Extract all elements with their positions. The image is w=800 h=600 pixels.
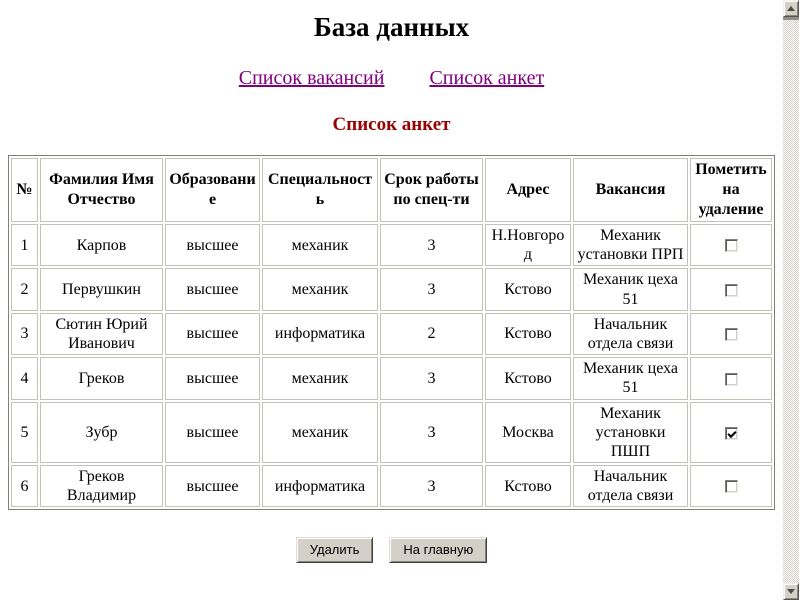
cell-vacancy: Начальник отдела связи (573, 465, 688, 507)
section-title: Список анкет (332, 114, 451, 135)
header-specialty: Специальность (262, 158, 378, 222)
cell-education: высшее (165, 402, 260, 464)
mark-for-deletion-checkbox[interactable] (725, 427, 738, 440)
cell-name: Сютин Юрий Иванович (40, 313, 163, 355)
cell-education: высшее (165, 465, 260, 507)
cell-name: Первушкин (40, 268, 163, 310)
scroll-up-icon (787, 6, 795, 11)
cell-number: 6 (11, 465, 38, 507)
cell-mark (690, 268, 772, 310)
header-experience: Срок работы по спец-ти (380, 158, 483, 222)
delete-button[interactable]: Удалить (296, 537, 374, 563)
header-mark-delete: Пометить на удаление (690, 158, 772, 222)
mark-for-deletion-checkbox[interactable] (725, 328, 738, 341)
header-vacancy: Вакансия (573, 158, 688, 222)
cell-specialty: механик (262, 402, 378, 464)
cell-number: 4 (11, 357, 38, 399)
cell-education: высшее (165, 224, 260, 266)
cell-address: Москва (485, 402, 571, 464)
table-row (11, 357, 772, 399)
cell-experience: 2 (380, 313, 483, 355)
cell-number: 5 (11, 402, 38, 464)
cell-vacancy: Механик установки ПШП (573, 402, 688, 464)
scrollbar-track[interactable] (783, 20, 799, 583)
header-address: Адрес (485, 158, 571, 222)
table-header-row (11, 158, 772, 222)
mark-for-deletion-checkbox[interactable] (725, 480, 738, 493)
action-buttons (0, 537, 783, 563)
cell-experience: 3 (380, 465, 483, 507)
cell-number: 1 (11, 224, 38, 266)
cell-address: Н.Новгород (485, 224, 571, 266)
cell-specialty: механик (262, 224, 378, 266)
page-title: База данных (313, 12, 470, 42)
cell-vacancy: Начальник отдела связи (573, 313, 688, 355)
scroll-up-button[interactable] (783, 0, 799, 17)
table-row (11, 313, 772, 355)
cell-address: Кстово (485, 313, 571, 355)
cell-specialty: информатика (262, 465, 378, 507)
table-row (11, 465, 772, 507)
cell-name: Греков (40, 357, 163, 399)
cell-number: 3 (11, 313, 38, 355)
cell-number: 2 (11, 268, 38, 310)
cell-mark (690, 224, 772, 266)
vertical-scrollbar[interactable] (783, 0, 799, 600)
cell-address: Кстово (485, 268, 571, 310)
header-name: Фамилия Имя Отчество (40, 158, 163, 222)
cell-mark (690, 402, 772, 464)
scroll-down-icon (787, 589, 795, 594)
cell-name: Карпов (40, 224, 163, 266)
cell-education: высшее (165, 357, 260, 399)
cell-experience: 3 (380, 268, 483, 310)
cell-address: Кстово (485, 357, 571, 399)
cell-mark (690, 313, 772, 355)
profiles-table (8, 155, 775, 510)
cell-name: Греков Владимир (40, 465, 163, 507)
cell-experience: 3 (380, 224, 483, 266)
cell-mark (690, 357, 772, 399)
table-row (11, 268, 772, 310)
cell-name: Зубр (40, 402, 163, 464)
cell-mark (690, 465, 772, 507)
page-content (0, 12, 783, 563)
cell-address: Кстово (485, 465, 571, 507)
mark-for-deletion-checkbox[interactable] (725, 239, 738, 252)
cell-specialty: механик (262, 357, 378, 399)
cell-specialty: механик (262, 268, 378, 310)
cell-vacancy: Механик цеха 51 (573, 357, 688, 399)
table-row (11, 224, 772, 266)
scroll-down-button[interactable] (783, 583, 799, 600)
link-vacancies-list[interactable]: Список вакансий (238, 67, 385, 89)
cell-vacancy: Механик установки ПРП (573, 224, 688, 266)
cell-vacancy: Механик цеха 51 (573, 268, 688, 310)
header-education: Образование (165, 158, 260, 222)
cell-education: высшее (165, 268, 260, 310)
home-button[interactable]: На главную (389, 537, 487, 563)
cell-education: высшее (165, 313, 260, 355)
header-number: № (11, 158, 38, 222)
table-row (11, 402, 772, 464)
mark-for-deletion-checkbox[interactable] (725, 373, 738, 386)
mark-for-deletion-checkbox[interactable] (725, 284, 738, 297)
cell-experience: 3 (380, 402, 483, 464)
cell-experience: 3 (380, 357, 483, 399)
link-profiles-list[interactable]: Список анкет (429, 67, 545, 89)
nav-links (0, 67, 783, 90)
cell-specialty: информатика (262, 313, 378, 355)
